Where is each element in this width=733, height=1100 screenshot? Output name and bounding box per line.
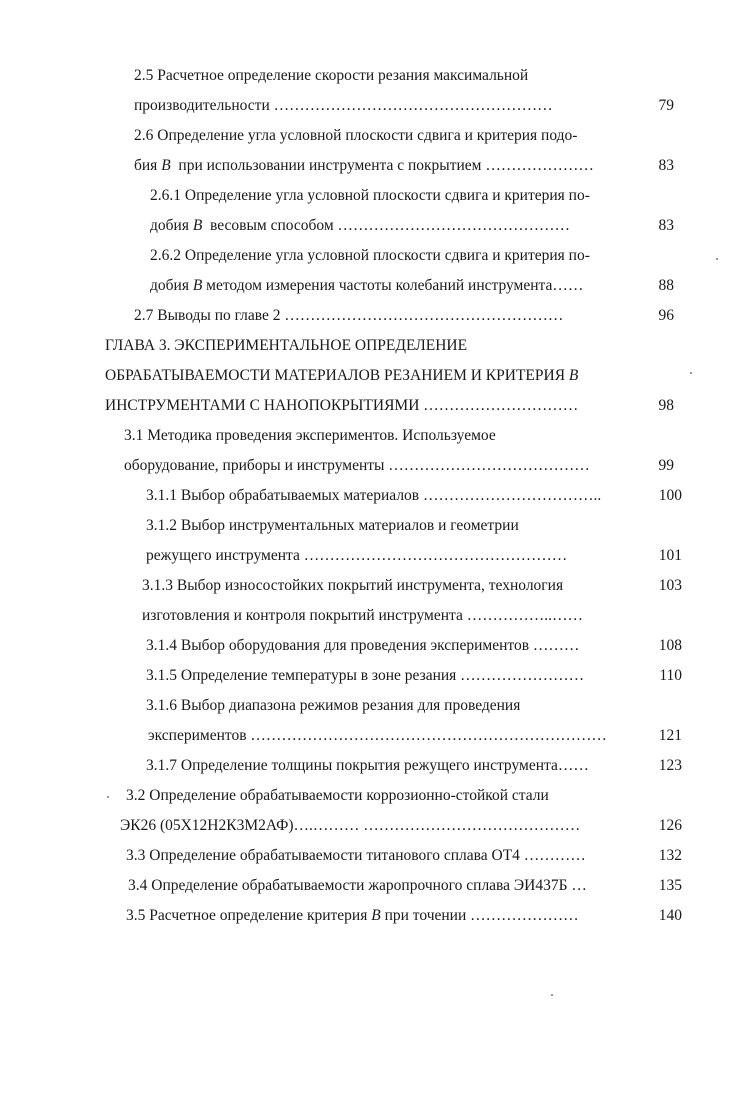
text: бия	[134, 157, 158, 174]
toc-entry-2-6-line-1: 2.6 Определение угла условной плоскости сдвига и критерия подо-	[134, 127, 578, 144]
toc-entry-3-3: 3.3 Определение обрабатываемости титанового сплава ОТ4 …………	[126, 847, 586, 864]
toc-entry-3-1-5: 3.1.5 Определение температуры в зоне резания ……………………	[146, 667, 585, 684]
toc-page-number: 126	[658, 817, 682, 834]
toc-entry-3-1-6-line-1: 3.1.6 Выбор диапазона режимов резания для проведения	[146, 697, 521, 714]
toc-entry-3-1-2-line-1: 3.1.2 Выбор инструментальных материалов и геометрии	[146, 517, 519, 534]
toc-entry-3-1-3-line-1: 3.1.3 Выбор износостойких покрытий инструмента, технология	[142, 577, 564, 594]
toc-page-number: 103	[658, 577, 682, 594]
toc-page-number: 88	[658, 277, 674, 294]
criterion-symbol: B	[161, 157, 171, 174]
toc-page-number: 140	[658, 907, 682, 924]
toc-entry-3-1-line-1: 3.1 Методика проведения экспериментов. Используемое	[124, 427, 496, 444]
toc-entry-2-5-line-1: 2.5 Расчетное определение скорости резания максимальной	[134, 67, 529, 84]
text: 3.5 Расчетное определение критерия	[126, 907, 368, 924]
toc-entry-2-6-1-line-2	[150, 216, 570, 236]
toc-entry-2-6-1-line-1: 2.6.1 Определение угла условной плоскости сдвига и критерия по-	[150, 187, 590, 204]
text: весовым способом ………………………………………	[210, 217, 571, 234]
chapter-3-heading-line-3: ИНСТРУМЕНТАМИ С НАНОПОКРЫТИЯМИ …………………………	[105, 397, 579, 414]
toc-page-number: 121	[658, 727, 682, 744]
scan-speck	[716, 258, 718, 260]
toc-entry-3-1-6-line-2: экспериментов ……………………………………………………………	[148, 727, 607, 744]
text: при точении …………………	[384, 907, 579, 924]
toc-entry-3-1-2-line-2: режущего инструмента ……………………………………………	[146, 547, 568, 564]
toc-entry-3-1-1: 3.1.1 Выбор обрабатываемых материалов ……………………………..	[146, 487, 602, 504]
text: методом измерения частоты колебаний инструмента……	[206, 277, 584, 294]
toc-page-number: 96	[658, 307, 674, 324]
toc-entry-2-7: 2.7 Выводы по главе 2 ………………………………………………	[134, 307, 564, 324]
toc-page-number: 83	[658, 217, 674, 234]
text: ОБРАБАТЫВАЕМОСТИ МАТЕРИАЛОВ РЕЗАНИЕМ И КРИТЕРИЯ	[105, 367, 566, 384]
text: добия	[150, 277, 189, 294]
toc-entry-3-1-line-2: оборудование, приборы и инструменты …………………………………	[124, 457, 590, 474]
toc-entry-3-5	[126, 906, 579, 926]
scan-speck	[107, 796, 109, 798]
text: при использовании инструмента с покрытием …………………	[178, 157, 594, 174]
criterion-symbol: B	[371, 907, 381, 924]
toc-entry-3-2-line-2: ЭК26 (05Х12Н2К3М2АФ)….……… ……………………………………	[120, 817, 581, 834]
toc-entry-2-5-line-2: производительности ………………………………………………	[134, 97, 553, 114]
toc-page-number: 101	[658, 547, 682, 564]
chapter-3-heading-line-2	[105, 366, 578, 386]
toc-page-number: 123	[658, 757, 682, 774]
toc-page-number: 108	[658, 637, 682, 654]
toc-page-number: 98	[658, 397, 674, 414]
criterion-symbol: B	[192, 217, 203, 234]
toc-page-number: 100	[658, 487, 682, 504]
criterion-symbol: B	[192, 277, 203, 294]
toc-entry-3-2-line-1: 3.2 Определение обрабатываемости коррозионно-стойкой стали	[126, 787, 549, 804]
toc-page-number: 110	[659, 667, 682, 684]
toc-entry-3-4: 3.4 Определение обрабатываемости жаропрочного сплава ЭИ437Б …	[128, 877, 587, 894]
toc-page-number: 135	[658, 877, 682, 894]
toc-entry-3-1-4: 3.1.4 Выбор оборудования для проведения экспериментов ………	[146, 637, 580, 654]
toc-entry-3-1-3-line-2: изготовления и контроля покрытий инструмента ……………..……	[142, 607, 583, 624]
toc-entry-2-6-2-line-1: 2.6.2 Определение угла условной плоскости сдвига и критерия по-	[150, 247, 590, 264]
scan-speck	[551, 994, 553, 996]
toc-page-number: 132	[658, 847, 682, 864]
criterion-symbol: B	[568, 367, 579, 384]
toc-page-number: 83	[658, 157, 674, 174]
toc-entry-2-6-line-2	[134, 156, 594, 176]
toc-page-number: 79	[658, 97, 674, 114]
chapter-3-heading-line-1: ГЛАВА 3. ЭКСПЕРИМЕНТАЛЬНОЕ ОПРЕДЕЛЕНИЕ	[105, 337, 468, 354]
text: добия	[150, 217, 189, 234]
scan-speck	[690, 372, 692, 374]
toc-page-number: 99	[658, 457, 674, 474]
toc-entry-3-1-7: 3.1.7 Определение толщины покрытия режущего инструмента……	[146, 757, 589, 774]
toc-entry-2-6-2-line-2	[150, 276, 583, 296]
